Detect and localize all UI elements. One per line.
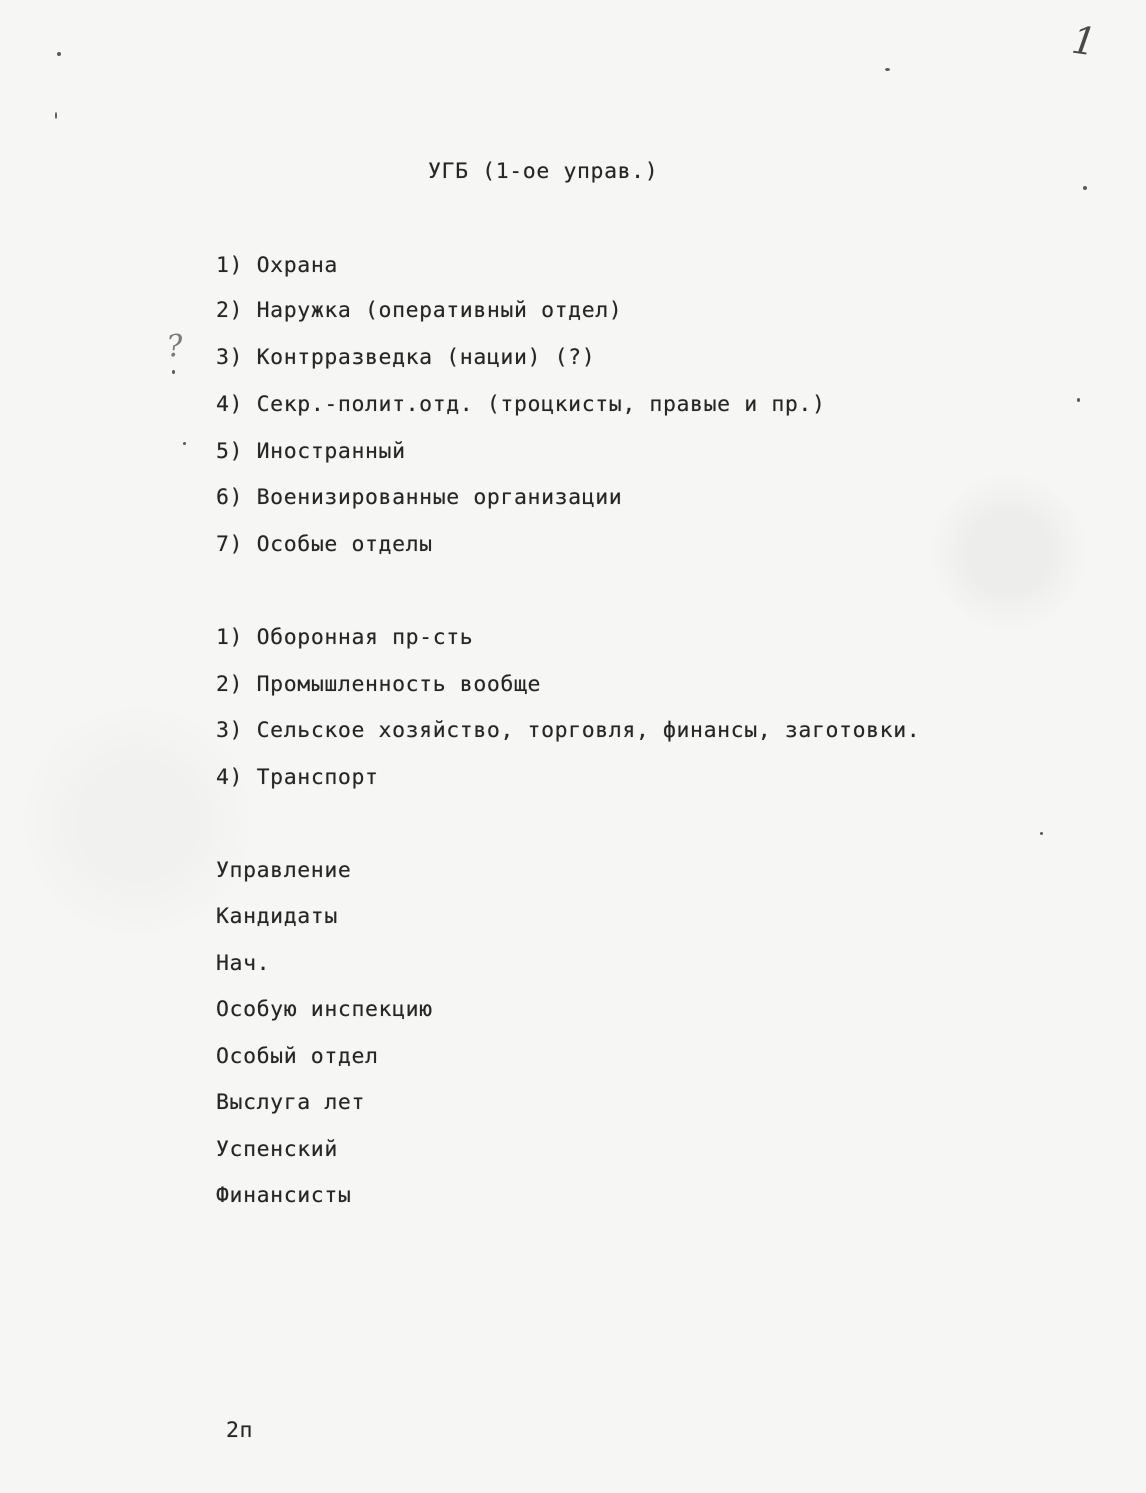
item-number: 5) <box>216 439 244 464</box>
item-text: Контрразведка (нации) (?) <box>256 345 596 370</box>
item-text: Охрана <box>256 253 338 278</box>
list-two-item <box>216 627 473 649</box>
list-three-item: Кандидаты <box>216 904 338 929</box>
list-one-item <box>216 347 595 369</box>
list-one-item <box>216 441 406 463</box>
item-text: Наружка (оперативный отдел) <box>256 298 623 323</box>
list-one-item <box>216 394 826 416</box>
footer-code: 2п <box>226 1418 254 1443</box>
item-text: Иностранный <box>256 439 406 464</box>
scan-speck <box>1040 832 1043 835</box>
item-text: Особые отделы <box>256 532 433 557</box>
item-text: Оборонная пр-сть <box>256 625 474 650</box>
item-number: 3) <box>216 718 244 743</box>
item-number: 7) <box>216 532 244 557</box>
scan-speck <box>183 442 186 445</box>
list-one-item <box>216 255 338 277</box>
item-number: 1) <box>216 625 244 650</box>
scan-speck <box>172 370 175 374</box>
handwritten-margin-question-mark: ? <box>165 328 185 365</box>
scan-speck <box>1077 398 1080 402</box>
list-three-item: Нач. <box>216 951 271 976</box>
list-three-item: Управление <box>216 858 352 883</box>
scan-speck <box>885 68 890 71</box>
item-number: 3) <box>216 345 244 370</box>
list-three-item: Финансисты <box>216 1183 352 1208</box>
item-text: Секр.-полит.отд. (троцкисты, правые и пр.) <box>256 392 826 417</box>
list-one-item <box>216 534 433 556</box>
scan-speck <box>1083 186 1087 190</box>
list-three-item: Особую инспекцию <box>216 997 433 1022</box>
item-number: 4) <box>216 765 244 790</box>
handwritten-page-number: 1 <box>1069 17 1100 65</box>
item-text: Промышленность вообще <box>256 672 542 697</box>
item-text: Сельское хозяйство, торговля, финансы, заготовки. <box>256 718 921 743</box>
list-one-item <box>216 487 622 509</box>
scan-speck <box>55 112 57 119</box>
list-two-item <box>216 720 920 742</box>
item-number: 1) <box>216 253 244 278</box>
item-text: Транспорт <box>256 765 379 790</box>
list-two-item <box>216 767 379 789</box>
document-title: УГБ (1-ое управ.) <box>428 159 659 184</box>
item-text: Военизированные организации <box>256 485 623 510</box>
item-number: 6) <box>216 485 244 510</box>
list-two-item <box>216 674 541 696</box>
list-three-item: Выслуга лет <box>216 1090 365 1115</box>
list-three-item: Успенский <box>216 1137 338 1162</box>
list-one-item <box>216 300 622 322</box>
item-number: 4) <box>216 392 244 417</box>
item-number: 2) <box>216 672 244 697</box>
scan-speck <box>57 52 61 56</box>
item-number: 2) <box>216 298 244 323</box>
list-three-item: Особый отдел <box>216 1044 379 1069</box>
